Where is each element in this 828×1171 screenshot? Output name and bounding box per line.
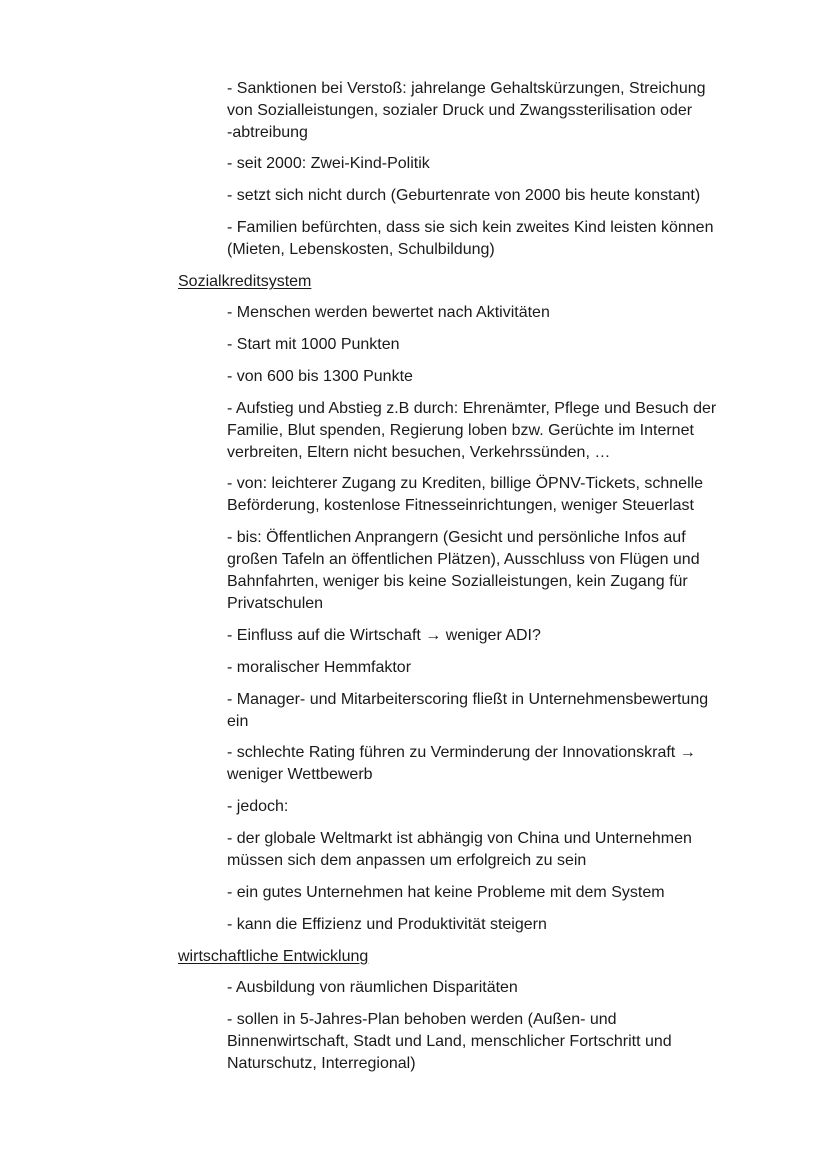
section-heading-social-credit: Sozialkreditsystem (178, 273, 312, 290)
bullet-item: - setzt sich nicht durch (Geburtenrate von 2000 bis heute konstant) (227, 187, 701, 204)
bullet-item: - schlechte Rating führen zu Verminderung der Innovationskraft → weniger Wettbewerb (227, 744, 696, 783)
bullet-item: - Start mit 1000 Punkten (227, 336, 400, 353)
bullet-item: - Einfluss auf die Wirtschaft → weniger ADI? (227, 627, 541, 644)
bullet-item: - jedoch: (227, 798, 289, 815)
bullet-item: - Aufstieg und Abstieg z.B durch: Ehrenämter, Pflege und Besuch der Familie, Blut spenden, Regierung loben bzw. Gerüchte im Internet verbreiten, Eltern nicht besuchen, Verkehrssünden, … (227, 400, 717, 461)
bullet-item: - Sanktionen bei Verstoß: jahrelange Gehaltskürzungen, Streichung von Sozialleistungen, sozialer Druck und Zwangssterilisation oder -abtreibung (227, 80, 706, 141)
bullet-item: - sollen in 5-Jahres-Plan behoben werden (Außen- und Binnenwirtschaft, Stadt und Land, menschlicher Fortschritt und Naturschutz, Interregional) (227, 1011, 672, 1072)
bullet-item: - Menschen werden bewertet nach Aktivitäten (227, 304, 550, 321)
bullet-item: - der globale Weltmarkt ist abhängig von China und Unternehmen müssen sich dem anpassen um erfolgreich zu sein (227, 830, 692, 869)
section-heading-economic-development: wirtschaftliche Entwicklung (178, 948, 369, 965)
bullet-item: - von 600 bis 1300 Punkte (227, 368, 413, 385)
bullet-item: - moralischer Hemmfaktor (227, 659, 412, 676)
bullet-item: - Ausbildung von räumlichen Disparitäten (227, 979, 518, 996)
bullet-item: - von: leichterer Zugang zu Krediten, billige ÖPNV-Tickets, schnelle Beförderung, kostenlose Fitnesseinrichtungen, weniger Steuerlast (227, 475, 704, 514)
bullet-item: - Manager- und Mitarbeiterscoring fließt in Unternehmensbewertung ein (227, 691, 709, 730)
bullet-item: - seit 2000: Zwei-Kind-Politik (227, 155, 430, 172)
bullet-item: - Familien befürchten, dass sie sich kein zweites Kind leisten können (Mieten, Lebenskosten, Schulbildung) (227, 219, 714, 258)
bullet-item: - kann die Effizienz und Produktivität steigern (227, 916, 547, 933)
bullet-item: - bis: Öffentlichen Anprangern (Gesicht und persönliche Infos auf großen Tafeln an öffentlichen Plätzen), Ausschluss von Flügen und Bahnfahrten, weniger bis keine Sozialleistungen, kein Zugang für Privatschulen (227, 529, 700, 612)
bullet-item: - ein gutes Unternehmen hat keine Probleme mit dem System (227, 884, 665, 901)
